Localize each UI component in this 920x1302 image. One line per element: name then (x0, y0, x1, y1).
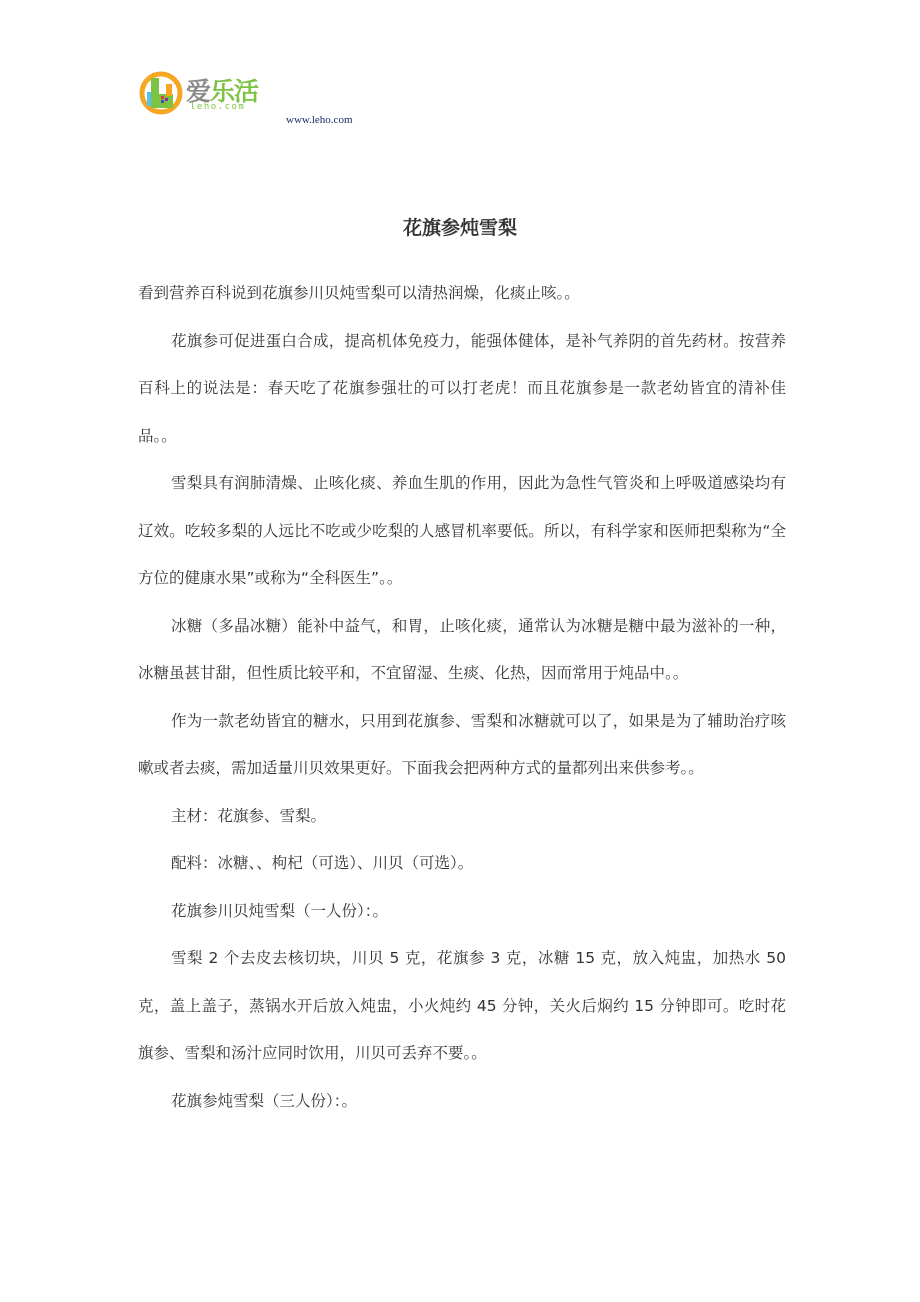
paragraph-pear: 雪梨具有润肺清燥、止咳化痰、养血生肌的作用，因此为急性气管炎和上呼吸道感染均有辽效。吃较多梨的人远比不吃或少吃梨的人感冒机率要低。所以，有科学家和医师把梨称为“全方位的健康水果”或称为“全科医生”。。 (138, 474, 786, 587)
paragraph-ginseng: 花旗参可促进蛋白合成，提高机体免疫力，能强体健体，是补气养阴的首先药材。按营养百科上的说法是：春天吃了花旗参强壮的可以打老虎！而且花旗参是一款老幼皆宜的清补佳品。。 (138, 331, 786, 445)
paragraph-sweet-soup: 作为一款老幼皆宜的糖水，只用到花旗参、雪梨和冰糖就可以了，如果是为了辅助治疗咳嗽或者去痰，需加适量川贝效果更好。下面我会把两种方式的量都列出来供参考。。 (138, 711, 786, 777)
site-logo[interactable] (138, 68, 288, 120)
article-body (138, 270, 786, 1125)
logo-subtext: leho.com (190, 102, 246, 112)
paragraph-recipe-three-serving-heading: 花旗参炖雪梨（三人份）：。 (171, 1091, 358, 1110)
logo-char-ai: 爱 (186, 77, 211, 106)
site-url-link[interactable]: www.leho.com (286, 114, 353, 126)
paragraph-extra-ingredients: 配料：冰糖、、枸杞（可选）、川贝（可选）。 (171, 854, 474, 872)
article-title: 花旗参炖雪梨 (402, 217, 517, 239)
paragraph-main-ingredients: 主材：花旗参、雪梨。 (171, 806, 327, 825)
logo-chars-lehuo: 乐活 (210, 77, 259, 106)
leho-logo-icon (138, 70, 184, 116)
paragraph-rock-sugar: 冰糖（多晶冰糖）能补中益气，和胃，止咳化痰，通常认为冰糖是糖中最为滋补的一种，冰糖虽甚甘甜，但性质比较平和，不宜留湿、生痰、化热，因而常用于炖品中。。 (138, 616, 786, 682)
paragraph-intro: 看到营养百科说到花旗参川贝炖雪梨可以清热润燥，化痰止咳。。 (138, 284, 580, 302)
paragraph-recipe-one-serving-steps: 雪梨 2 个去皮去核切块，川贝 5 克，花旗参 3 克，冰糖 15 克，放入炖盅，加热水 50 克，盖上盖子，蒸锅水开后放入炖盅，小火炖约 45 分钟，关火后焖约 15 分钟即可。吃时花旗参、雪梨和汤汁应同时饮用，川贝可丢弃不要。。 (138, 949, 786, 1062)
paragraph-recipe-one-serving-heading: 花旗参川贝炖雪梨（一人份）：。 (171, 901, 389, 920)
